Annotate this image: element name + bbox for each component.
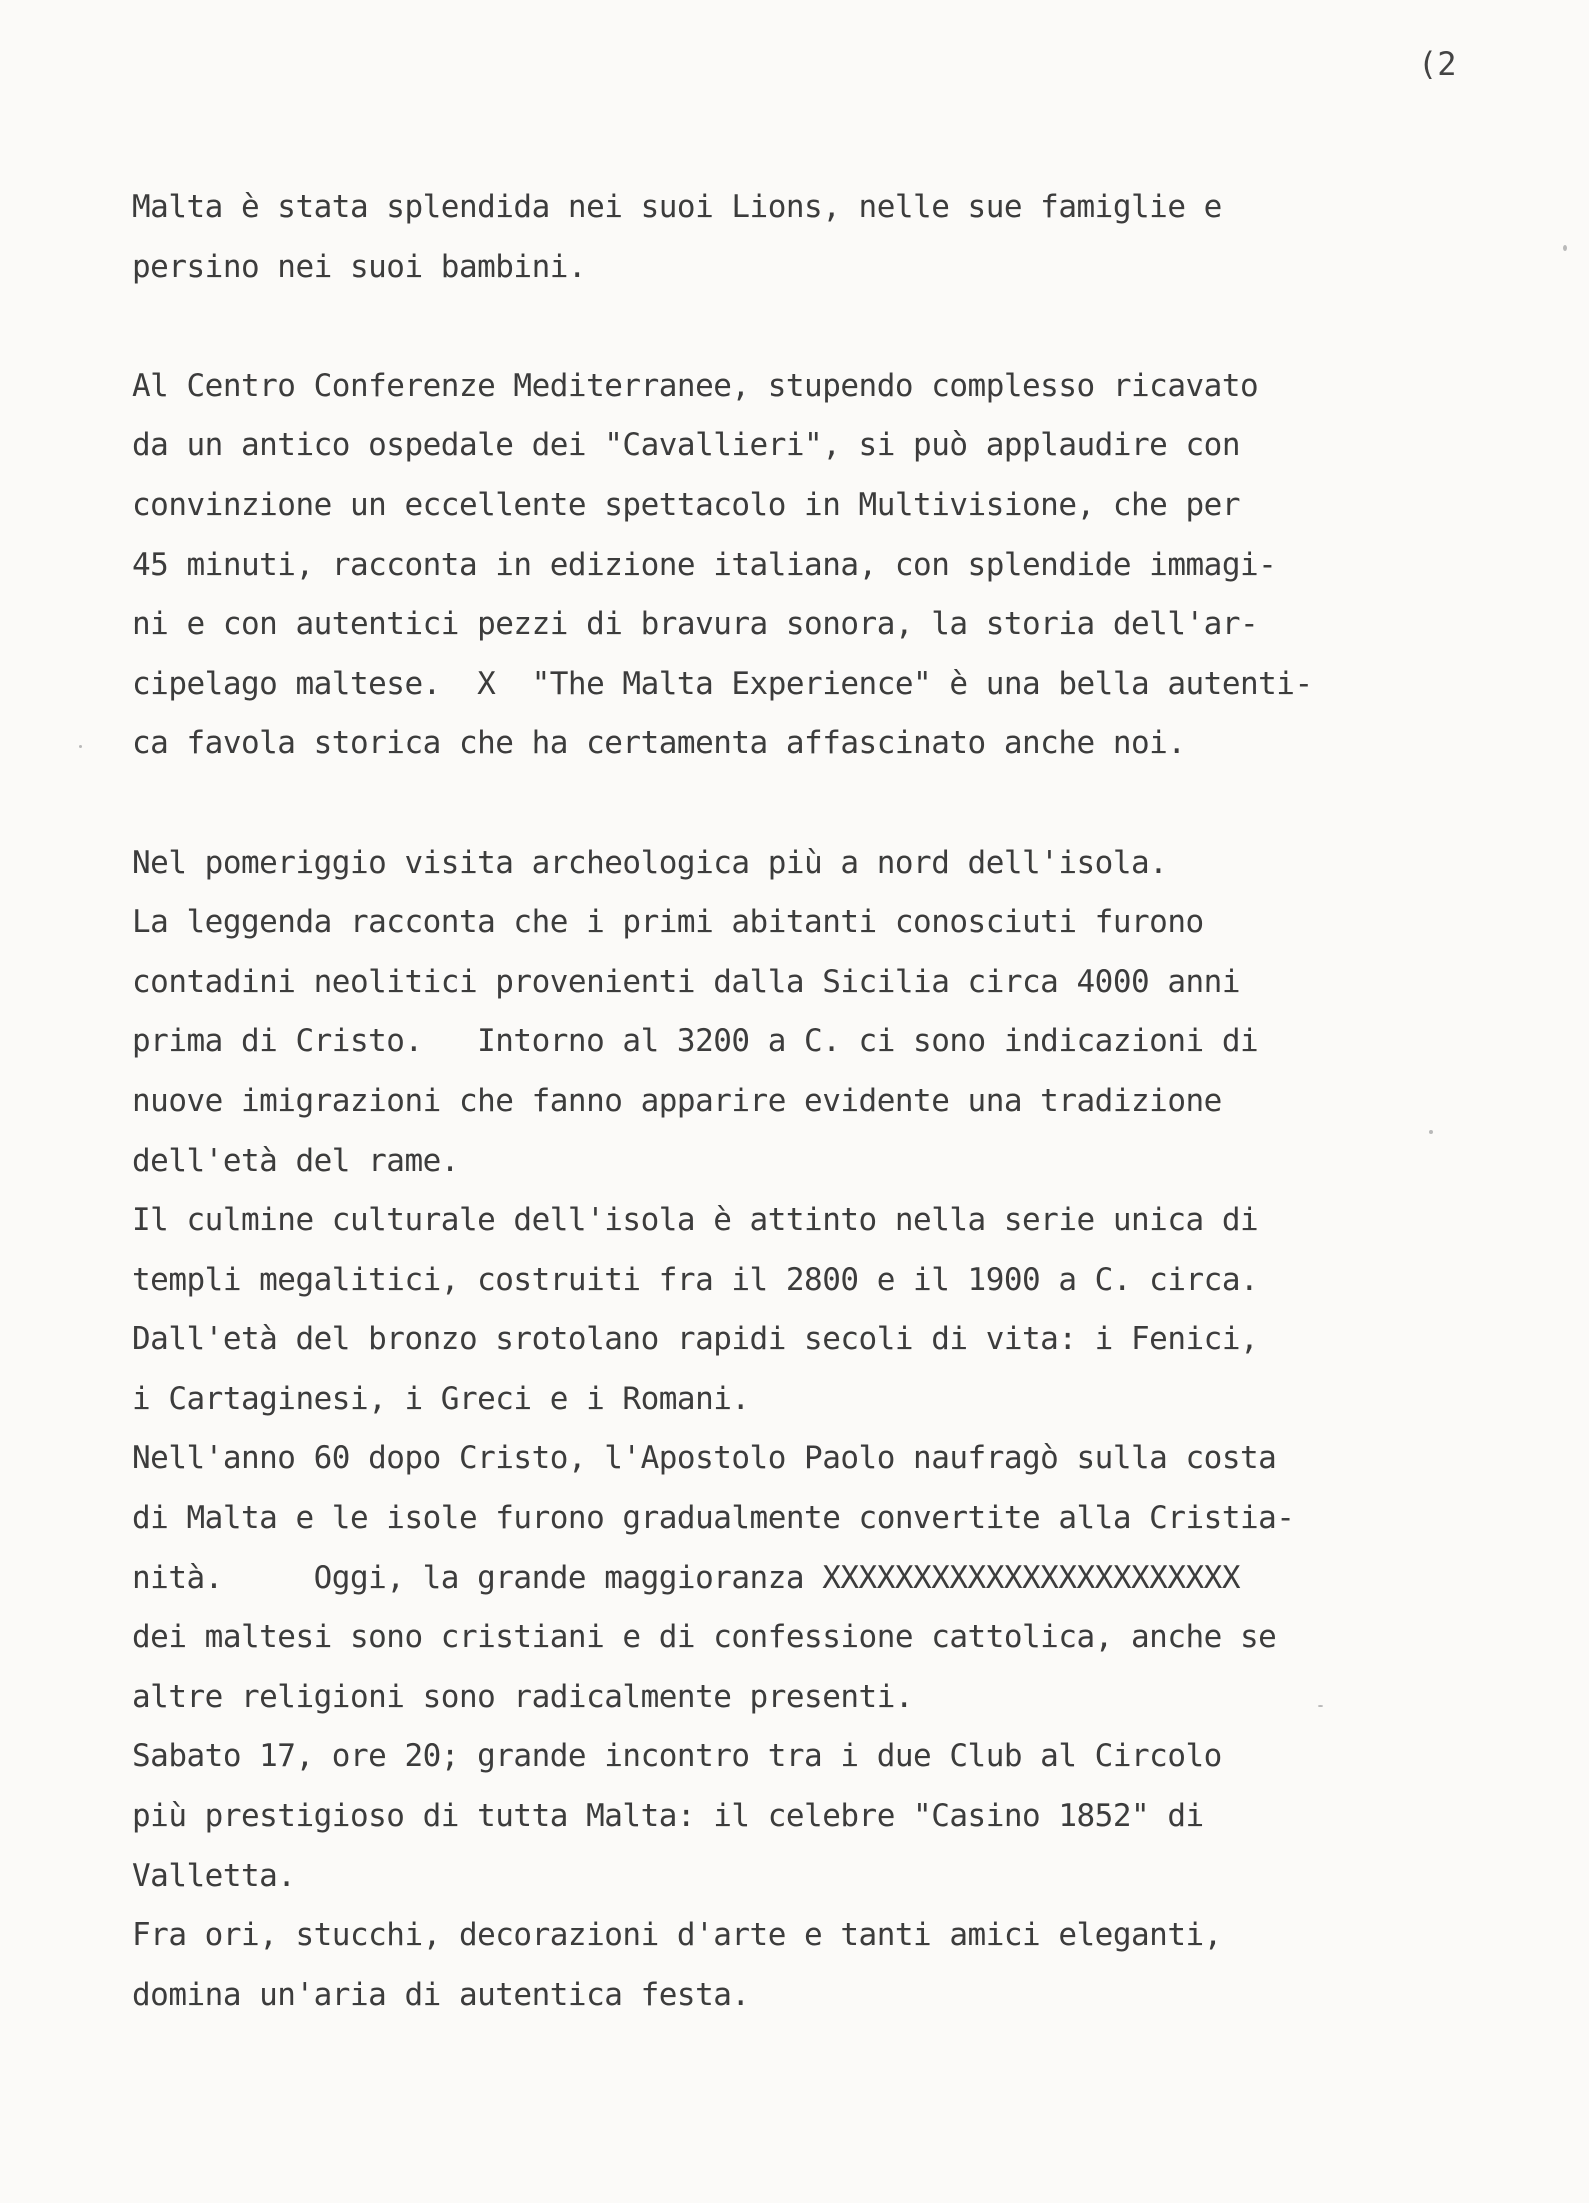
document-body bbox=[132, 178, 1572, 2025]
paragraph-2 bbox=[132, 357, 1572, 774]
text-line: Malta è stata splendida nei suoi Lions, nelle sue famiglie e bbox=[132, 189, 1222, 225]
text-line: Al Centro Conferenze Mediterranee, stupendo complesso ricavato bbox=[132, 367, 1259, 404]
text-line: contadini neolitici provenienti dalla Sicilia circa 4000 anni bbox=[132, 963, 1240, 1000]
text-line: prima di Cristo. Intorno al 3200 a C. ci sono indicazioni di bbox=[132, 1023, 1259, 1060]
text-line: Dall'età del bronzo srotolano rapidi secoli di vita: i Fenici, bbox=[132, 1321, 1259, 1358]
text-line: da un antico ospedale dei "Cavallieri", si può applaudire con bbox=[132, 427, 1240, 464]
text-line: dei maltesi sono cristiani e di confessione cattolica, anche se bbox=[132, 1619, 1277, 1656]
paper-speck bbox=[1563, 245, 1567, 251]
text-line: Il culmine culturale dell'isola è attinto nella serie unica di bbox=[132, 1202, 1259, 1239]
page-number: (2 bbox=[1418, 45, 1457, 83]
text-line: Valletta. bbox=[132, 1857, 296, 1894]
text-line: più prestigioso di tutta Malta: il celebre "Casino 1852" di bbox=[132, 1798, 1204, 1835]
paragraph-1 bbox=[132, 178, 1572, 297]
paper-speck bbox=[1429, 1130, 1433, 1134]
text-line: i Cartaginesi, i Greci e i Romani. bbox=[132, 1380, 750, 1417]
text-line: altre religioni sono radicalmente presenti. bbox=[132, 1678, 914, 1715]
text-line: dell'età del rame. bbox=[132, 1142, 459, 1179]
text-line: nità. Oggi, la grande maggioranza XXXXXXXXXXXXXXXXXXXXXXX bbox=[132, 1559, 1240, 1596]
text-line: Sabato 17, ore 20; grande incontro tra i due Club al Circolo bbox=[132, 1738, 1222, 1775]
text-line: templi megalitici, costruiti fra il 2800 e il 1900 a C. circa. bbox=[132, 1261, 1259, 1298]
text-line: cipelago maltese. X "The Malta Experience" è una bella autenti- bbox=[132, 665, 1313, 702]
text-line: Nell'anno 60 dopo Cristo, l'Apostolo Paolo naufragò sulla costa bbox=[132, 1440, 1277, 1477]
text-line: di Malta e le isole furono gradualmente convertite alla Cristia- bbox=[132, 1500, 1295, 1537]
paper-speck bbox=[79, 745, 82, 748]
paragraph-3 bbox=[132, 834, 1572, 2026]
text-line: nuove imigrazioni che fanno apparire evidente una tradizione bbox=[132, 1082, 1222, 1119]
text-line: ni e con autentici pezzi di bravura sonora, la storia dell'ar- bbox=[132, 606, 1259, 643]
text-line: domina un'aria di autentica festa. bbox=[132, 1976, 750, 2013]
text-line: Fra ori, stucchi, decorazioni d'arte e tanti amici eleganti, bbox=[132, 1917, 1222, 1954]
text-line: Nel pomeriggio visita archeologica più a nord dell'isola. bbox=[132, 844, 1168, 881]
paper-speck bbox=[1318, 1705, 1323, 1707]
text-line: persino nei suoi bambini. bbox=[132, 248, 587, 285]
text-line: ca favola storica che ha certamenta affascinato anche noi. bbox=[132, 725, 1186, 762]
text-line: 45 minuti, racconta in edizione italiana, con splendide immagi- bbox=[132, 546, 1277, 583]
text-line: convinzione un eccellente spettacolo in Multivisione, che per bbox=[132, 486, 1240, 523]
text-line: La leggenda racconta che i primi abitanti conosciuti furono bbox=[132, 904, 1204, 941]
